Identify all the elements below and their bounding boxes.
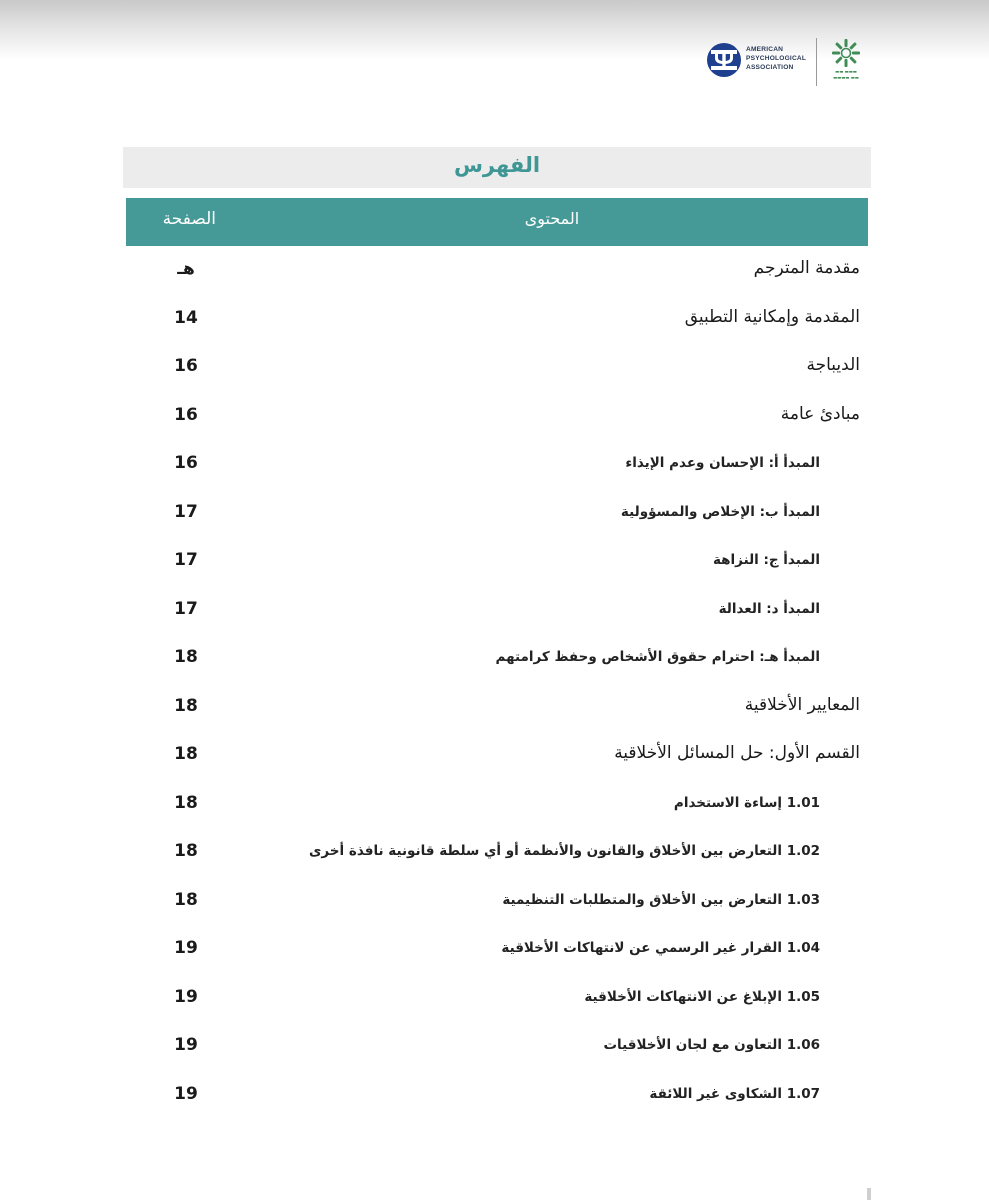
toc-entry-page: 18 <box>174 744 198 764</box>
toc-row <box>126 925 868 974</box>
star-burst-icon <box>831 38 861 68</box>
toc-entry-title: المبدأ هـ: احترام حقوق الأشخاص وحفظ كرامتهم <box>495 649 820 665</box>
toc-entry-page: 18 <box>174 647 198 667</box>
toc-entry-title: 1.07 الشكاوى غير اللائقة <box>649 1085 820 1102</box>
toc-title: الفهرس <box>453 153 541 177</box>
toc-entry-page: 19 <box>174 1083 198 1104</box>
toc-title-bar <box>123 147 871 188</box>
toc-entry-title: المعايير الأخلاقية <box>744 694 860 715</box>
toc-entry-title: مبادئ عامة <box>780 403 860 424</box>
toc-entry-title: مقدمة المترجم <box>753 258 860 278</box>
toc-row <box>126 440 868 489</box>
toc-row <box>126 392 868 441</box>
toc-row <box>126 634 868 683</box>
toc-entry-title: المبدأ د: العدالة <box>718 600 820 617</box>
toc-row <box>126 828 868 877</box>
toc-row <box>126 683 868 732</box>
toc-entry-page: 16 <box>174 453 198 473</box>
toc-entry-page: 19 <box>174 986 198 1007</box>
toc-list <box>126 246 868 1119</box>
column-header-page: الصفحة <box>162 209 216 229</box>
apa-wordmark <box>746 45 812 72</box>
toc-row <box>126 343 868 392</box>
toc-entry-title: الديباجة <box>806 355 860 375</box>
toc-entry-title: 1.03 التعارض بين الأخلاق والمتطلبات التنظيمية <box>502 891 820 908</box>
toc-entry-title: المبدأ أ: الإحسان وعدم الإيذاء <box>625 455 820 471</box>
toc-entry-page: 16 <box>174 356 198 376</box>
toc-entry-title: المقدمة وإمكانية التطبيق <box>684 306 860 327</box>
toc-entry-page: 16 <box>174 404 198 425</box>
toc-entry-page: 14 <box>174 307 198 328</box>
toc-entry-page: 17 <box>174 501 198 522</box>
toc-entry-page: هـ <box>177 259 195 279</box>
toc-header-row <box>126 198 868 246</box>
toc-entry-title: المبدأ ب: الإخلاص والمسؤولية <box>620 503 820 520</box>
logo-bar <box>700 38 870 88</box>
apa-line: ASSOCIATION <box>746 64 794 71</box>
toc-entry-title: 1.02 التعارض بين الأخلاق والقانون والأنظمة أو أي سلطة قانونية نافذة أخرى <box>309 843 820 859</box>
partner-logo <box>824 38 868 86</box>
toc-entry-page: 18 <box>174 889 198 910</box>
toc-row <box>126 780 868 829</box>
toc-entry-title: 1.01 إساءة الاستخدام <box>673 794 820 811</box>
toc-entry-page: 19 <box>174 1035 198 1055</box>
toc-row <box>126 974 868 1023</box>
toc-entry-title: 1.04 القرار غير الرسمي عن لانتهاكات الأخلاقية <box>501 940 820 956</box>
column-header-content: المحتوى <box>524 209 580 228</box>
toc-row <box>126 489 868 538</box>
toc-entry-title: المبدأ ج: النزاهة <box>713 552 820 568</box>
toc-entry-page: 17 <box>174 550 198 570</box>
toc-entry-title: 1.06 التعاون مع لجان الأخلاقيات <box>603 1037 820 1053</box>
toc-row <box>126 877 868 926</box>
apa-line: AMERICAN <box>746 46 784 53</box>
page-corner-mark <box>867 1188 871 1200</box>
logo-divider <box>816 38 817 86</box>
toc-entry-page: 18 <box>174 841 198 861</box>
toc-row <box>126 1071 868 1120</box>
toc-entry-page: 17 <box>174 598 198 619</box>
toc-row <box>126 1022 868 1071</box>
toc-entry-page: 18 <box>174 695 198 716</box>
apa-line: PSYCHOLOGICAL <box>746 55 807 62</box>
toc-row <box>126 295 868 344</box>
toc-row <box>126 246 868 295</box>
toc-entry-page: 18 <box>174 792 198 813</box>
toc-row <box>126 731 868 780</box>
toc-entry-title: القسم الأول: حل المسائل الأخلاقية <box>614 743 860 763</box>
toc-entry-page: 19 <box>174 938 198 958</box>
toc-entry-title: 1.05 الإبلاغ عن الانتهاكات الأخلاقية <box>584 988 820 1005</box>
toc-row <box>126 586 868 635</box>
toc-row <box>126 537 868 586</box>
partner-wordmark: ▬▬▬ ▬▬ ▬▬ ▬▬▬▬ <box>833 70 859 81</box>
psi-icon <box>706 42 742 78</box>
